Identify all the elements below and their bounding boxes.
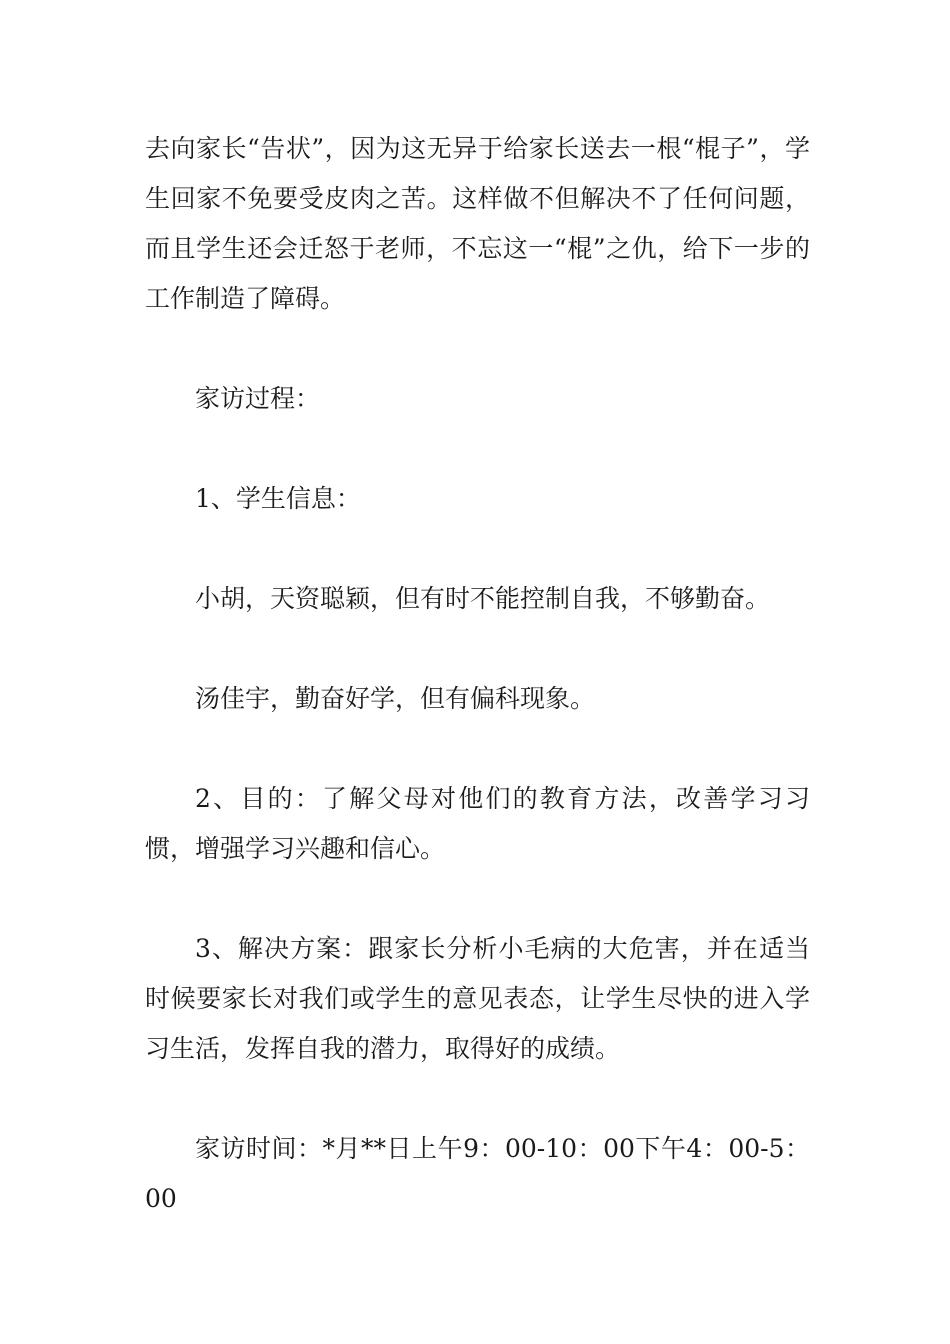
paragraph-continuation: 去向家长“告状”，因为这无异于给家长送去一根“棍子”，学生回家不免要受皮肉之苦。这样做不但解决不了任何问题，而且学生还会迁怒于老师，不忘这一“棍”之仇，给下一步的工作制造了障碍。	[145, 134, 810, 313]
document-body	[145, 124, 810, 1224]
paragraph-student-tangjiayu: 汤佳宇，勤奋好学，但有偏科现象。	[195, 684, 596, 713]
paragraph-visit-time: 家访时间：*月**日上午9：00-10：00下午4：00-5：00	[145, 1134, 810, 1213]
paragraph-student-info-heading: 1、学生信息：	[195, 484, 361, 513]
paragraph-solution: 3、解决方案：跟家长分析小毛病的大危害，并在适当时候要家长对我们或学生的意见表态，让学生尽快的进入学习生活，发挥自我的潜力，取得好的成绩。	[145, 934, 810, 1063]
paragraph-student-xiaohu: 小胡，天资聪颖，但有时不能控制自我，不够勤奋。	[195, 584, 771, 613]
paragraph-visit-process-heading: 家访过程：	[195, 384, 321, 413]
paragraph-purpose: 2、目的：了解父母对他们的教育方法，改善学习习惯，增强学习兴趣和信心。	[145, 784, 810, 863]
